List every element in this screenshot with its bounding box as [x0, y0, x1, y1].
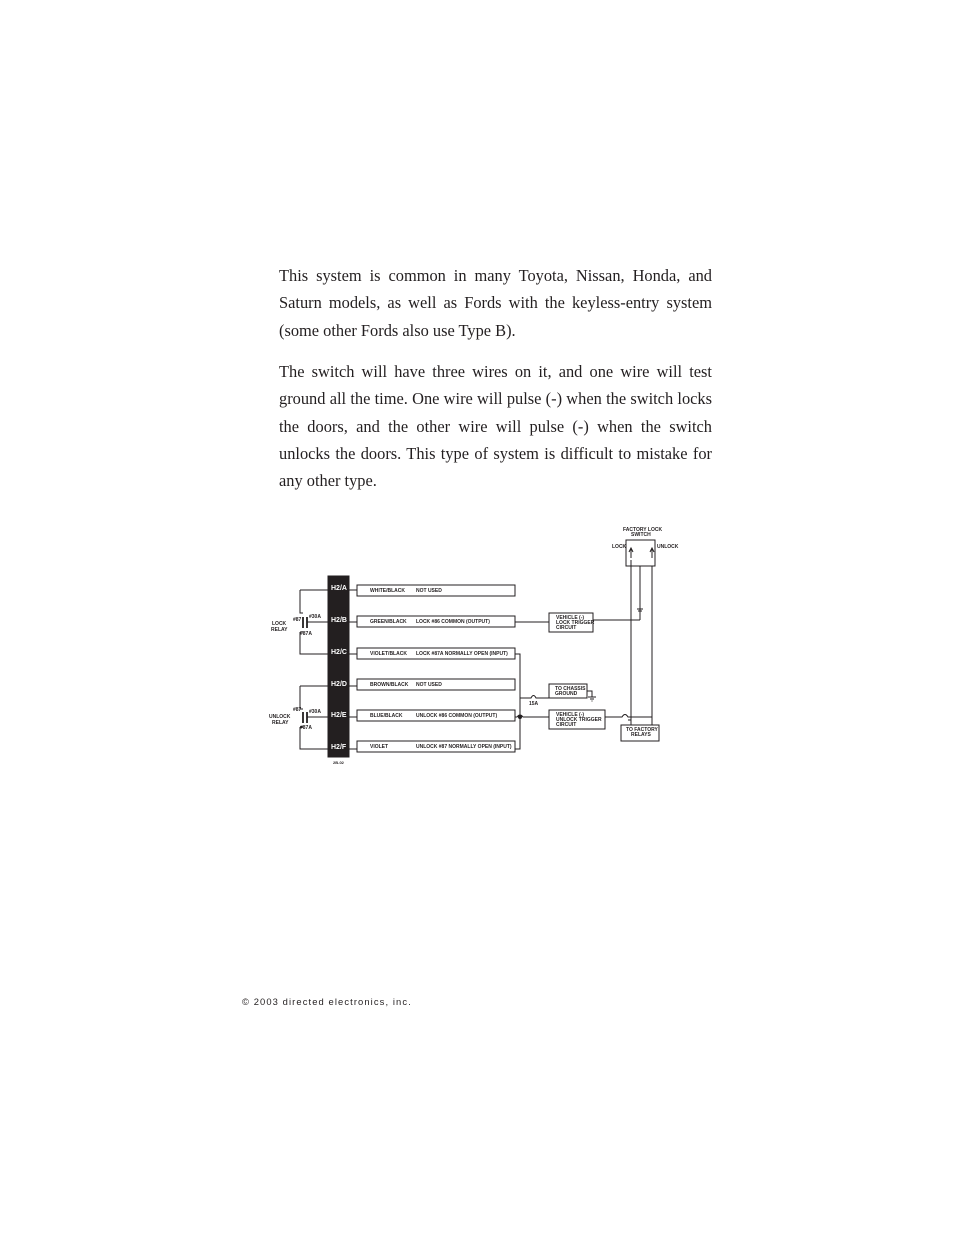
wire-color: VIOLET/BLACK: [370, 651, 407, 657]
relay-terminal: #87A: [300, 631, 312, 637]
lock-trigger-label: VEHICLE (-): [556, 615, 585, 621]
wire-function: LOCK #86 COMMON (OUTPUT): [416, 619, 490, 625]
harness-connector: [328, 576, 349, 757]
relay-terminal: #30A: [309, 614, 321, 620]
wire-function: LOCK #87A NORMALLY OPEN (INPUT): [416, 651, 508, 657]
factory-relays-label: TO FACTORY: [626, 727, 658, 733]
wire-color: GREEN/BLACK: [370, 619, 407, 625]
fuse-label: 15A: [529, 701, 539, 707]
pin-label: H2/A: [331, 585, 347, 592]
wire-function: UNLOCK #87 NORMALLY OPEN (INPUT): [416, 744, 512, 750]
relay-terminal: #87: [293, 707, 302, 713]
relay-terminal: #87A: [300, 725, 312, 731]
switch-lock-label: LOCK: [612, 544, 627, 550]
switch-title: FACTORY LOCK: [623, 527, 663, 533]
switch-title: SWITCH: [631, 532, 651, 538]
wire-function: UNLOCK #86 COMMON (OUTPUT): [416, 713, 498, 719]
lock-trigger-label: CIRCUIT: [556, 625, 577, 631]
unlock-trigger-label: UNLOCK TRIGGER: [556, 717, 602, 723]
copyright-footer: © 2003 directed electronics, inc.: [242, 996, 412, 1007]
lock-trigger-label: LOCK TRIGGER: [556, 620, 595, 626]
chassis-ground-label: TO CHASSIS: [555, 686, 586, 692]
pin-label: H2/F: [331, 744, 347, 751]
unlock-relay: [300, 686, 328, 749]
unlock-relay-label: RELAY: [272, 720, 289, 726]
pin-label: H2/B: [331, 617, 347, 624]
factory-relays-label: RELAYS: [631, 732, 651, 738]
pin-label: H2/C: [331, 649, 347, 656]
pin-label: H2/E: [331, 712, 347, 719]
wire-color: VIOLET: [370, 744, 389, 750]
lock-relay-label: RELAY: [271, 627, 288, 633]
wire-color: BROWN/BLACK: [370, 682, 409, 688]
switch-unlock-label: UNLOCK: [657, 544, 679, 550]
wire-function: NOT USED: [416, 682, 442, 688]
lock-relay: [300, 590, 328, 654]
relay-terminal: #30A: [309, 709, 321, 715]
pin-label: H2/D: [331, 681, 347, 688]
relay-terminal: #87: [293, 617, 302, 623]
paragraph-type-b-intro: This system is common in many Toyota, Nissan, Honda, and Saturn models, as well as Fords with the keyless-entry system (some other Fords also use Type B).: [279, 266, 712, 340]
diagram-code: 2B-02: [333, 760, 344, 765]
unlock-trigger-label: VEHICLE (-): [556, 712, 585, 718]
chassis-ground-label: GROUND: [555, 691, 578, 697]
wire-color: BLUE/BLACK: [370, 713, 403, 719]
wire-color: WHITE/BLACK: [370, 588, 405, 594]
wire-boxes: [357, 585, 515, 752]
factory-lock-switch: [626, 540, 655, 566]
lock-relay-label: LOCK: [272, 621, 287, 627]
unlock-trigger-label: CIRCUIT: [556, 722, 577, 728]
unlock-relay-label: UNLOCK: [269, 714, 291, 720]
wire-function: NOT USED: [416, 588, 442, 594]
paragraph-switch-description: The switch will have three wires on it, and one wire will test ground all the time. One wire will pulse (-) when the switch locks the doors, and the other wire will pulse (-) when the switch unlocks the doors. This type of system is difficult to mistake for any other type.: [279, 362, 712, 491]
